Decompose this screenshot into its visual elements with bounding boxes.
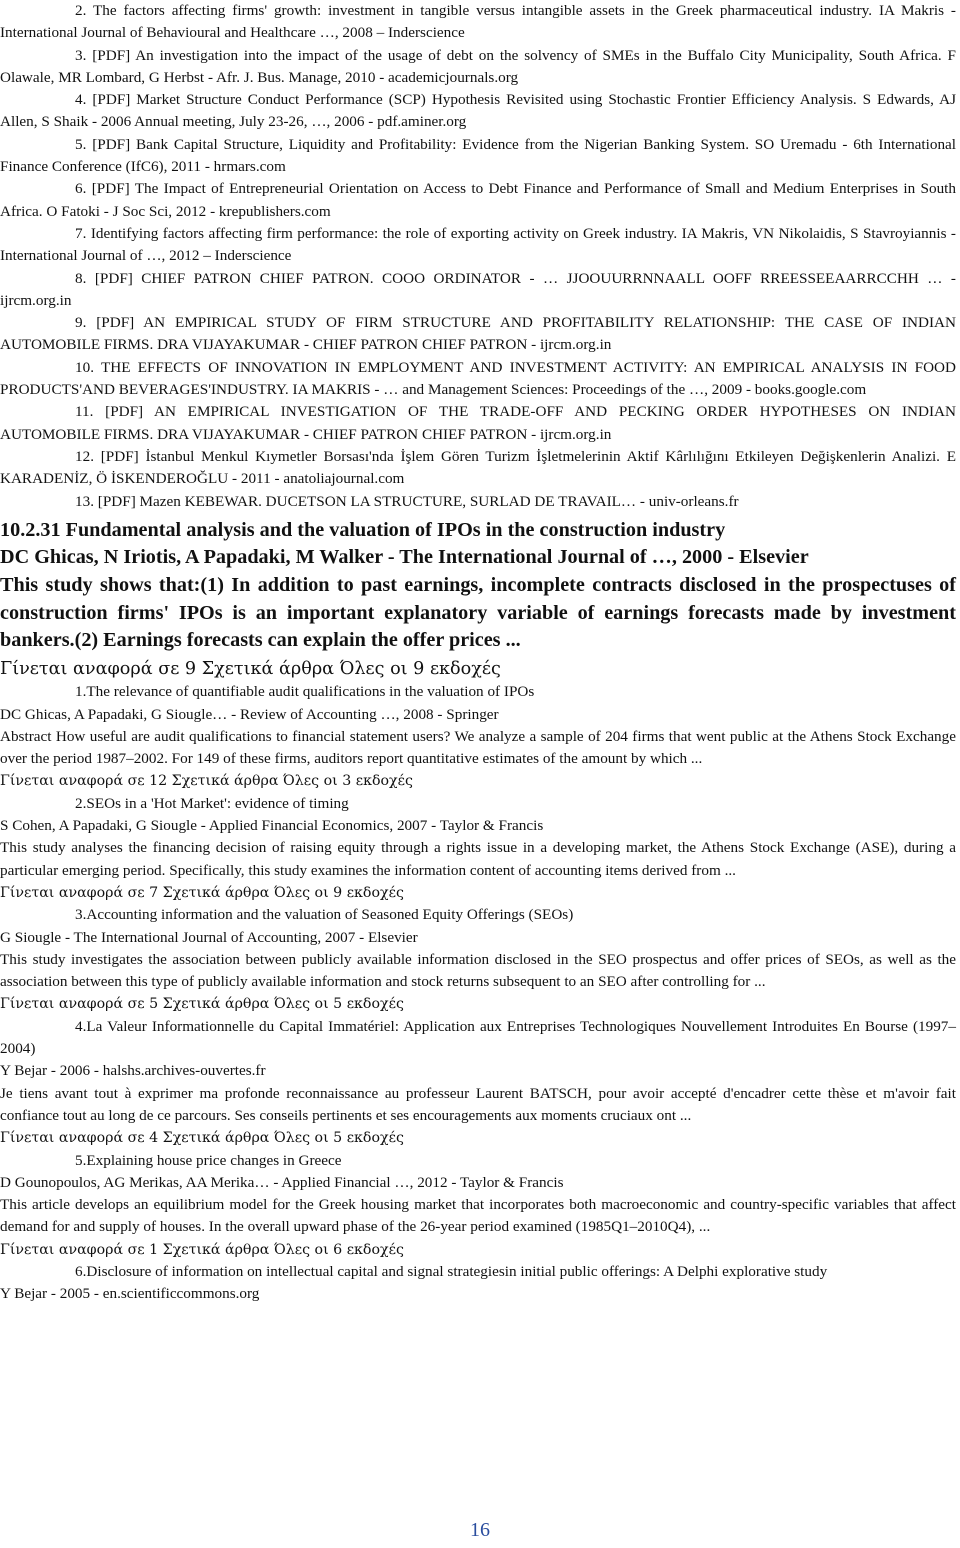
citing-papers-list [0,681,956,1305]
reference-item: 10. THE EFFECTS OF INNOVATION IN EMPLOYMENT AND INVESTMENT ACTIVITY: AN EMPIRICAL ANALYSIS IN FOOD PRODUCTS'AND BEVERAGES'INDUSTRY. IA MAKRIS - … and Management Sciences: Proceedings of the …, 2009 - books.google.com [0,358,956,399]
citing-paper-citations: Γίνεται αναφορά σε 7 Σχετικά άρθρα Όλες οι 9 εκδοχές [0,884,404,901]
citing-paper-abstract: Abstract How useful are audit qualifications to financial statement users? We analyze a sample of 204 firms that went public at the Athens Stock Exchange over the period 1987–2002. For 149 of these firms, auditors report quantitative estimates of the amount by which ... [0,727,956,768]
reference-item: 4. [PDF] Market Structure Conduct Performance (SCP) Hypothesis Revisited using Stochastic Frontier Efficiency Analysis. S Edwards, AJ Allen, S Shaik - 2006 Annual meeting, July 23-26, …, 2006 - pdf.aminer.org [0,91,956,131]
citing-paper-authors: D Gounopoulos, AG Merikas, AA Merika… - Applied Financial …, 2012 - Taylor & Francis [0,1173,564,1191]
reference-item: 9. [PDF] AN EMPIRICAL STUDY OF FIRM STRUCTURE AND PROFITABILITY RELATIONSHIP: THE CASE OF INDIAN AUTOMOBILE FIRMS. DRA VIJAYAKUMAR - CHIEF PATRON CHIEF PATRON - ijrcm.org.in [0,314,956,354]
citing-paper-abstract: This study analyses the financing decision of raising equity through a rights issue in a developing market, the Athens Stock Exchange (ASE), during a particular emerging period. Specifically, this study examines the information content of accounting items derived from ... [0,839,956,879]
citing-paper-abstract: This article develops an equilibrium model for the Greek housing market that incorporates both macroeconomic and country-specific variables that affect demand for and supply of houses. In the overall upward phase of the 26-year period examined (1985Q1–2010Q4), ... [0,1196,956,1236]
reference-item: 2. The factors affecting firms' growth: investment in tangible versus intangible assets in the Greek pharmaceutical industry. IA Makris - International Journal of Behavioural and Healthcare …, 2008 – Inderscience [0,2,956,42]
section-authors: DC Ghicas, N Iriotis, A Papadaki, M Walker - The International Journal of …, 2000 - Elsevier [0,546,809,569]
citing-paper [0,1150,956,1261]
reference-item: 8. [PDF] CHIEF PATRON CHIEF PATRON. COOO ORDINATOR - … JJOOUURRNNAALL OOFF RREESSEEAARRCCHH … - ijrcm.org.in [0,269,956,309]
reference-item: 5. [PDF] Bank Capital Structure, Liquidity and Profitability: Evidence from the Nigerian Banking System. SO Uremadu - 6th International Finance Conference (IfC6), 2011 - hrmars.com [0,135,956,176]
citing-paper-title: 3.Accounting information and the valuation of Seasoned Equity Offerings (SEOs) [75,906,574,924]
reference-item: 13. [PDF] Mazen KEBEWAR. DUCETSON LA STRUCTURE, SURLAD DE TRAVAIL… - univ-orleans.fr [75,492,739,510]
citing-paper [0,681,956,792]
reference-item: 11. [PDF] AN EMPIRICAL INVESTIGATION OF THE TRADE-OFF AND PECKING ORDER HYPOTHESES ON INDIAN AUTOMOBILE FIRMS. DRA VIJAYAKUMAR - CHIEF PATRON CHIEF PATRON - ijrcm.org.in [0,403,956,443]
citing-paper-title: 5.Explaining house price changes in Greece [75,1151,342,1169]
citing-paper-title: 4.La Valeur Informationnelle du Capital Immatériel: Application aux Entreprises Technologiques Nouvellement Introduites En Bourse (1997–2004) [0,1017,956,1058]
citing-paper-authors: G Siougle - The International Journal of Accounting, 2007 - Elsevier [0,928,418,946]
reference-item: 12. [PDF] İstanbul Menkul Kıymetler Borsası'nda İşlem Gören Turizm İşletmelerinin Aktif Kârlılığını Etkileyen Değişkenlerin Analizi. E KARADENİZ, Ö İSKENDEROĞLU - 2011 - anatoliajournal.com [0,447,956,488]
citing-paper [0,1261,956,1306]
citing-paper-citations: Γίνεται αναφορά σε 1 Σχετικά άρθρα Όλες οι 6 εκδοχές [0,1241,404,1258]
section-heading: 10.2.31 Fundamental analysis and the valuation of IPOs in the construction industry [0,518,726,541]
citing-paper-authors: DC Ghicas, A Papadaki, G Siougle… - Review of Accounting …, 2008 - Springer [0,705,499,723]
section-citation-line: Γίνεται αναφορά σε 9 Σχετικά άρθρα Όλες οι 9 εκδοχές [0,658,501,679]
citing-paper-citations: Γίνεται αναφορά σε 5 Σχετικά άρθρα Όλες οι 5 εκδοχές [0,996,404,1013]
reference-item: 7. Identifying factors affecting firm performance: the role of exporting activity on Greek industry. IA Makris, VN Nikolaidis, S Stavroyiannis - International Journal of …, 2012 – Inderscience [0,224,956,265]
citing-paper-citations: Γίνεται αναφορά σε 12 Σχετικά άρθρα Όλες οι 3 εκδοχές [0,773,413,790]
citing-paper [0,793,956,904]
reference-list [0,0,956,513]
section-summary: This study shows that:(1) In addition to past earnings, incomplete contracts disclosed in the prospectuses of construction firms' IPOs is an important explanatory variable of earnings forecasts made by investment bankers.(2) Earnings forecasts can explain the offer prices ... [0,574,956,652]
citing-paper-abstract: Je tiens avant tout à exprimer ma profonde reconnaissance au professeur Laurent BATSCH, pour avoir accepté d'encadrer cette thèse et m'avoir fait confiance tout au long de ce parcours. Ses conseils pertinents et ses encouragements aux moments cruciaux ont ... [0,1084,956,1124]
page-number: 16 [470,1519,490,1541]
citing-paper-authors: Y Bejar - 2006 - halshs.archives-ouvertes.fr [0,1062,266,1080]
reference-item: 3. [PDF] An investigation into the impact of the usage of debt on the solvency of SMEs in the Buffalo City Municipality, South Africa. F Olawale, MR Lombard, G Herbst - Afr. J. Bus. Manage, 2010 - academicjournals.org [0,46,956,86]
citing-paper [0,904,956,1015]
citing-paper-title: 6.Disclosure of information on intellectual capital and signal strategiesin initial public offerings: A Delphi explorative study [75,1263,828,1281]
citing-paper-citations: Γίνεται αναφορά σε 4 Σχετικά άρθρα Όλες οι 5 εκδοχές [0,1130,404,1147]
reference-item: 6. [PDF] The Impact of Entrepreneurial Orientation on Access to Debt Finance and Performance of Small and Medium Enterprises in South Africa. O Fatoki - J Soc Sci, 2012 - krepublishers.com [0,180,956,220]
citing-paper-authors: S Cohen, A Papadaki, G Siougle - Applied Financial Economics, 2007 - Taylor & Francis [0,817,544,835]
citing-paper-abstract: This study investigates the association between publicly available information disclosed in the SEO prospectus and offer prices of SEOs, as well as the association between this type of publicly available information and stock returns subsequent to an SEO after controlling for ... [0,950,956,991]
citing-paper-authors: Y Bejar - 2005 - en.scientificcommons.org [0,1285,260,1303]
citing-paper [0,1016,956,1150]
citing-paper-title: 1.The relevance of quantifiable audit qualifications in the valuation of IPOs [75,683,535,701]
section-block [0,517,956,655]
citing-paper-title: 2.SEOs in a 'Hot Market': evidence of timing [75,794,349,812]
